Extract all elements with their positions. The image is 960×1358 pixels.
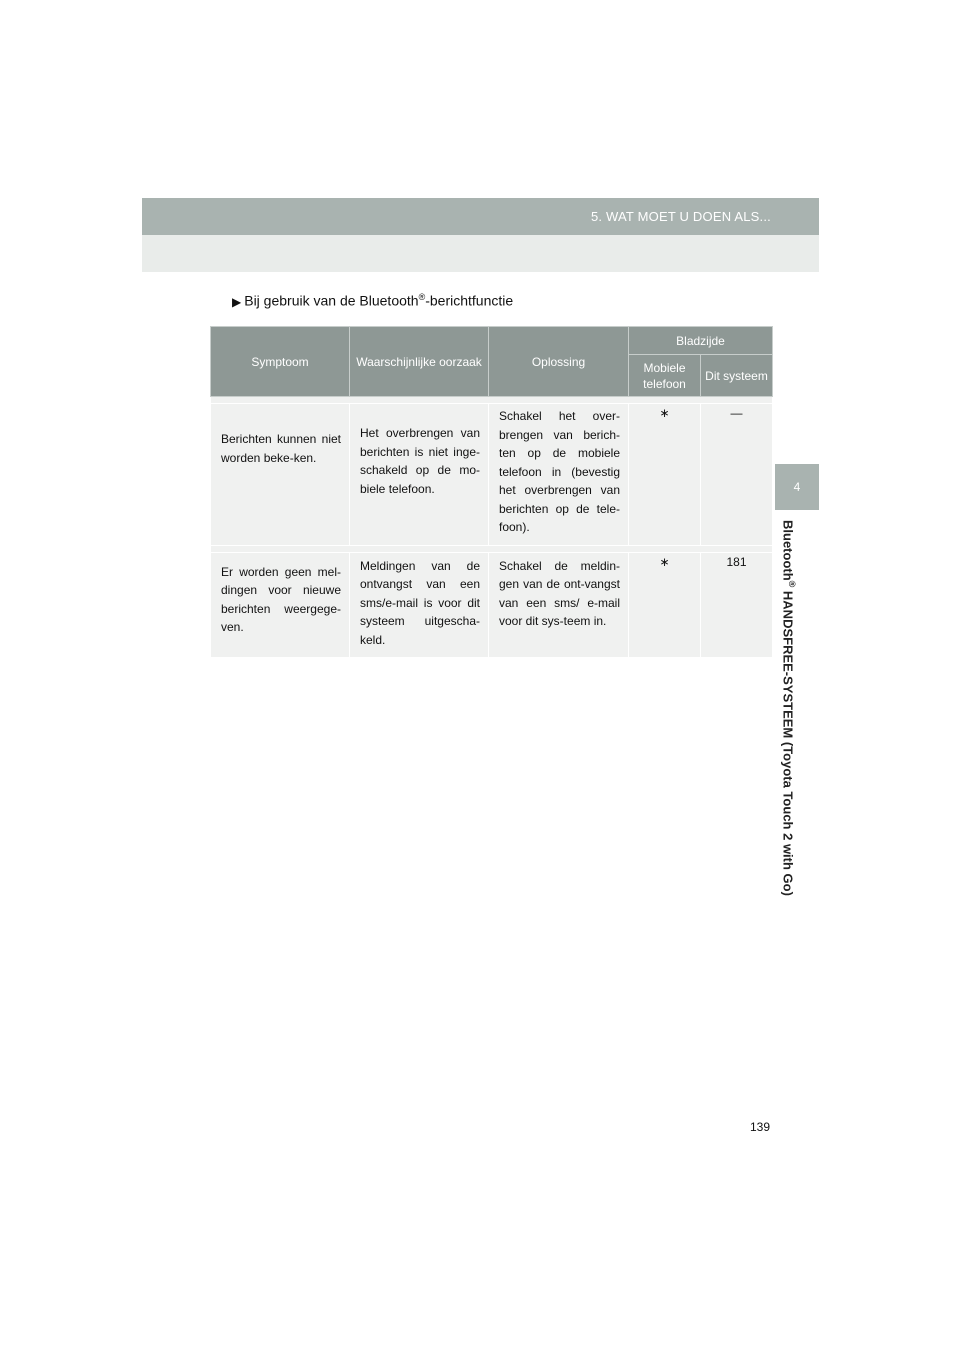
chapter-tab <box>775 464 819 510</box>
header-page: Bladzijde <box>629 327 773 355</box>
mobile-page-cell: ∗ <box>629 404 701 546</box>
header-mobile-phone: Mobiele telefoon <box>629 355 701 397</box>
header-cause: Waarschijnlijke oorzaak <box>350 327 489 397</box>
mobile-page-cell: ∗ <box>629 552 701 658</box>
section-heading-part1: Bij gebruik van de Bluetooth <box>244 292 419 309</box>
header-this-system: Dit systeem <box>701 355 773 397</box>
chapter-number: 4 <box>793 480 801 494</box>
troubleshooting-table <box>210 326 773 658</box>
system-page-cell: 181 <box>701 552 773 658</box>
header-solution: Oplossing <box>489 327 629 397</box>
symptom-cell: Er worden geen mel-dingen voor nieuwe berichten weergege-ven. <box>211 552 350 658</box>
chapter-title-part2: HANDSFREE-SYSTEEM (Toyota Touch 2 with Go) <box>780 587 796 896</box>
table-row <box>211 404 773 546</box>
chapter-side-title <box>781 520 797 896</box>
header-band <box>142 198 819 235</box>
section-heading-reg: ® <box>418 292 426 302</box>
section-heading <box>232 292 513 309</box>
section-heading-part2: -berichtfunctie <box>425 292 514 309</box>
table-row <box>211 552 773 658</box>
section-title: 5. WAT MOET U DOEN ALS... <box>590 209 771 224</box>
chapter-title-reg: ® <box>787 580 797 588</box>
cause-cell: Het overbrengen van berichten is niet inge-schakeld op de mo-biele telefoon. <box>350 404 489 546</box>
solution-cell: Schakel de meldin-gen van de ont-vangst van een sms/ e-mail voor dit sys-teem in. <box>489 552 629 658</box>
chapter-title-part1: Bluetooth <box>780 520 796 581</box>
solution-cell: Schakel het over-brengen van berich-ten op de mobiele telefoon in (bevestig het overbrengen van berichten op de tele-foon). <box>489 404 629 546</box>
system-page-cell: — <box>701 404 773 546</box>
play-arrow-icon: ▶ <box>232 294 242 309</box>
cause-cell: Meldingen van de ontvangst van een sms/e-mail is voor dit systeem uitgescha-keld. <box>350 552 489 658</box>
sub-header-band <box>142 235 819 272</box>
page-number: 139 <box>750 1120 771 1134</box>
header-symptom: Symptoom <box>211 327 350 397</box>
symptom-cell: Berichten kunnen niet worden beke-ken. <box>211 404 350 546</box>
